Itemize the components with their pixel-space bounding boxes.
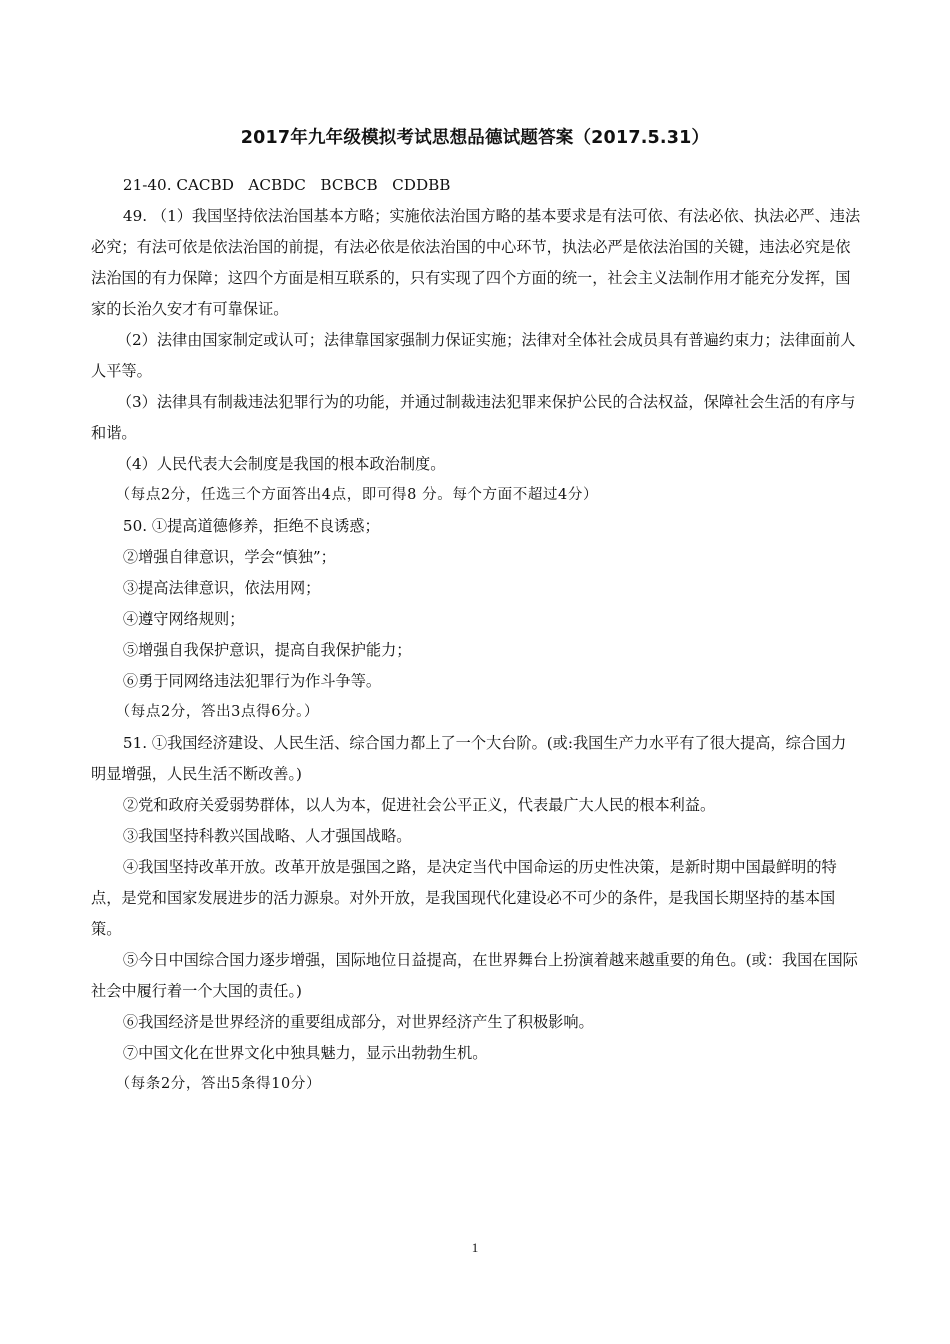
q51-item3: ③我国坚持科教兴国战略、人才强国战略。 [122, 827, 412, 845]
page-number: 1 [471, 1240, 479, 1255]
q49-part2: （2）法律由国家制定或认可；法律靠国家强制力保证实施；法律对全体社会成员具有普遍约束力；法律面前人人平等。 [91, 331, 856, 380]
q50-item2: ②增强自律意识，学会“慎独”； [122, 548, 336, 566]
q51-item1: 51. ①我国经济建设、人民生活、综合国力都上了一个大台阶。(或:我国生产力水平有了很大提高，综合国力明显增强，人民生活不断改善。) [91, 734, 847, 783]
q49-scoring-note: （每点2分，任选三个方面答出4点，即可得8 分。每个方面不超过4分） [115, 487, 599, 503]
q49-part4: （4）人民代表大会制度是我国的根本政治制度。 [116, 455, 446, 473]
q50-item4: ④遵守网络规则； [122, 610, 245, 628]
q50-item3: ③提高法律意识，依法用网； [122, 579, 321, 597]
q51-item4: ④我国坚持改革开放。改革开放是强国之路，是决定当代中国命运的历史性决策，是新时期中国最鲜明的特点，是党和国家发展进步的活力源泉。对外开放，是我国现代化建设必不可少的条件，是我国长期坚持的基本国策。 [91, 858, 837, 938]
answer-body [91, 170, 861, 1100]
q49-part1: 49. （1）我国坚持依法治国基本方略；实施依法治国方略的基本要求是有法可依、有法必依、执法必严、违法必究；有法可依是依法治国的前提，有法必依是依法治国的中心环节，执法必严是依法治国的关键，违法必究是依法治国的有力保障；这四个方面是相互联系的，只有实现了四个方面的统一，社会主义法制作用才能充分发挥，国家的长治久安才有可靠保证。 [91, 207, 861, 318]
q50-item6: ⑥勇于同网络违法犯罪行为作斗争等。 [122, 672, 382, 690]
answers-21-40: 21-40. CACBD ACBDC BCBCB CDDBB [122, 176, 451, 194]
q51-item2: ②党和政府关爱弱势群体，以人为本，促进社会公平正义，代表最广大人民的根本利益。 [122, 796, 716, 814]
q50-item1: 50. ①提高道德修养，拒绝不良诱惑； [122, 517, 380, 535]
q51-scoring-note: （每条2分，答出5条得10分） [115, 1076, 322, 1092]
q50-item5: ⑤增强自我保护意识，提高自我保护能力； [122, 641, 412, 659]
q49-part3: （3）法律具有制裁违法犯罪行为的功能，并通过制裁违法犯罪来保护公民的合法权益，保障社会生活的有序与和谐。 [91, 393, 856, 442]
page-title: 2017年九年级模拟考试思想品德试题答案（2017.5.31） [240, 128, 710, 148]
q51-item7: ⑦中国文化在世界文化中独具魅力，显示出勃勃生机。 [122, 1044, 488, 1062]
q51-item6: ⑥我国经济是世界经济的重要组成部分，对世界经济产生了积极影响。 [122, 1013, 594, 1031]
q51-item5: ⑤今日中国综合国力逐步增强，国际地位日益提高，在世界舞台上扮演着越来越重要的角色。(或：我国在国际社会中履行着一个大国的责任。) [91, 951, 858, 1000]
q50-scoring-note: （每点2分，答出3点得6分。） [115, 704, 320, 720]
